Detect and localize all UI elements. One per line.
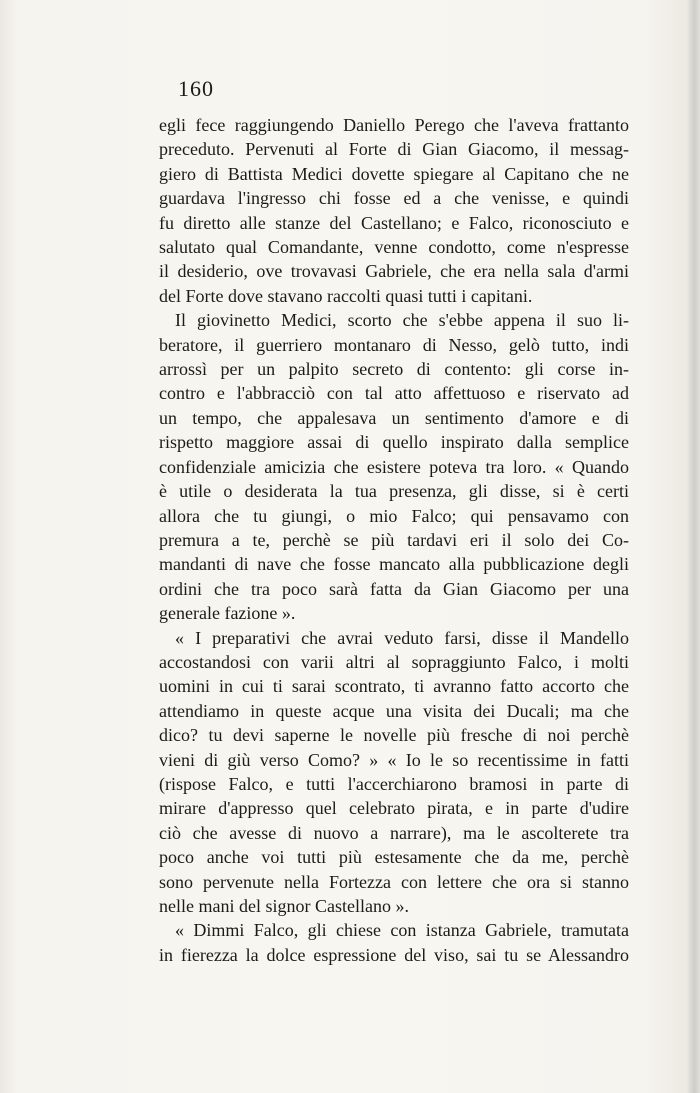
- page-number: 160: [178, 76, 214, 101]
- text-line: un tempo, che appalesava un sentimento d'amore e di: [159, 407, 629, 428]
- text-line: beratore, il guerriero montanaro di Nesso, gelò tutto, indi: [159, 334, 629, 355]
- text-line: nelle mani del signor Castellano ».: [159, 896, 409, 916]
- text-line: egli fece raggiungendo Daniello Perego che l'aveva frattanto: [159, 115, 629, 135]
- text-line: ordini che tra poco sarà fatta da Gian Giacomo per una: [159, 578, 629, 599]
- text-line: mandanti di nave che fosse mancato alla pubblicazione degli: [159, 554, 629, 575]
- text-line: attendiamo in queste acque una visita dei Ducali; ma che: [159, 700, 629, 721]
- text-line: accostandosi con varii altri al sopraggiunto Falco, i molti: [159, 651, 629, 672]
- text-line: del Forte dove stavano raccolti quasi tutti i capitani.: [159, 285, 533, 306]
- text-line: (rispose Falco, e tutti l'accerchiarono bramosi in parte di: [159, 773, 629, 794]
- body-text: [159, 113, 629, 967]
- text-line: contro e l'abbracciò con tal atto affettuoso e riservato ad: [159, 383, 629, 404]
- text-line: « I preparativi che avrai veduto farsi, disse il Mandello: [175, 627, 629, 648]
- text-line: « Dimmi Falco, gli chiese con istanza Gabriele, tramutata: [175, 920, 629, 941]
- text-line: in fierezza la dolce espressione del viso, sai tu se Alessandro: [159, 944, 629, 965]
- text-line: allora che tu giungi, o mio Falco; qui pensavamo con: [159, 505, 629, 526]
- text-line: guardava l'ingresso chi fosse ed a che venisse, e quindi: [159, 188, 629, 209]
- text-line: uomini in cui ti sarai scontrato, ti avranno fatto accorto che: [159, 676, 629, 697]
- text-line: premura a te, perchè se più tardavi eri il solo dei Co-: [159, 529, 629, 550]
- paragraph: [159, 626, 629, 919]
- text-line: giero di Battista Medici dovette spiegare al Capitano che ne: [159, 163, 629, 184]
- text-line: poco anche voi tutti più estesamente che da me, perchè: [159, 847, 629, 868]
- page-edge-shadow: [686, 0, 700, 1093]
- text-line: generale fazione ».: [159, 603, 296, 624]
- paragraph: [159, 113, 629, 308]
- text-line: arrossì per un palpito secreto di contento: gli corse in-: [159, 359, 629, 380]
- text-line: è utile o desiderata la tua presenza, gli disse, si è certi: [159, 481, 629, 502]
- text-line: sono pervenute nella Fortezza con lettere che ora si stanno: [159, 871, 629, 892]
- text-line: preceduto. Pervenuti al Forte di Gian Giacomo, il messag-: [159, 139, 629, 160]
- text-line: vieni di giù verso Como? » « Io le so recentissime in fatti: [159, 749, 629, 770]
- text-line: ciò che avesse di nuovo a narrare), ma le ascolterete tra: [159, 822, 629, 843]
- text-line: rispetto maggiore assai di quello inspirato dalla semplice: [159, 432, 629, 453]
- text-line: mirare d'appresso quel celebrato pirata, e in parte d'udire: [159, 798, 629, 819]
- text-line: fu diretto alle stanze del Castellano; e Falco, riconosciuto e: [159, 212, 629, 233]
- text-line: salutato qual Comandante, venne condotto, come n'espresse: [159, 237, 629, 258]
- paragraph: [159, 308, 629, 625]
- text-line: confidenziale amicizia che esistere poteva tra loro. « Quando: [159, 456, 629, 477]
- paragraph: [159, 918, 629, 967]
- text-line: Il giovinetto Medici, scorto che s'ebbe appena il suo li-: [175, 310, 629, 331]
- text-line: il desiderio, ove trovavasi Gabriele, che era nella sala d'armi: [159, 261, 629, 282]
- text-line: dico? tu devi saperne le novelle più fresche di noi perchè: [159, 725, 629, 746]
